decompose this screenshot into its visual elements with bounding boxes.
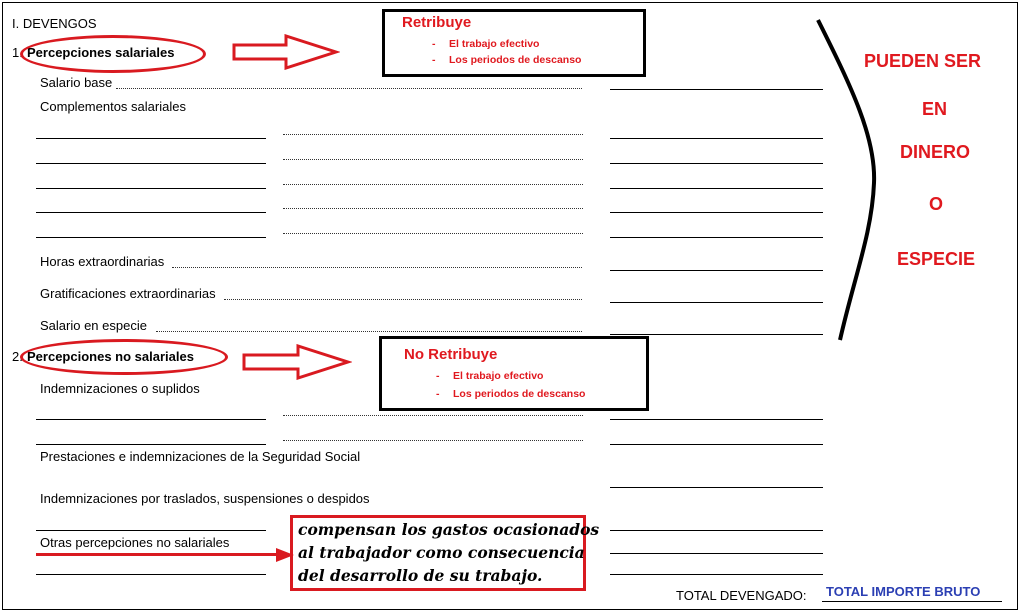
no-retribuye-item-1: El trabajo efectivo: [453, 370, 544, 382]
dotted-leader: [283, 440, 583, 441]
total-line: [822, 601, 1002, 602]
total-value: TOTAL IMPORTE BRUTO: [826, 584, 981, 599]
total-devengado-label: TOTAL DEVENGADO:: [676, 588, 807, 603]
note-line-2: al trabajador como consecuencia: [298, 543, 585, 562]
side-note-line-5: ESPECIE: [897, 249, 976, 269]
gratificaciones-label: Gratificaciones extraordinarias: [40, 286, 216, 301]
amount-line: [610, 530, 823, 531]
side-note-line-1: PUEDEN SER: [864, 51, 982, 71]
amount-line: [610, 574, 823, 575]
arrow-right-icon: [242, 344, 352, 380]
traslados-label: Indemnizaciones por traslados, suspensiones o despidos: [40, 491, 370, 506]
side-note-line-4: O: [929, 194, 944, 214]
amount-line: [610, 188, 823, 189]
dotted-leader: [283, 159, 583, 160]
concept-line: [36, 138, 266, 139]
red-arrow-line: [36, 553, 280, 556]
amount-line: [610, 302, 823, 303]
dotted-leader: [283, 233, 583, 234]
amount-line: [610, 270, 823, 271]
dotted-leader: [116, 88, 582, 89]
retribuye-item-1: El trabajo efectivo: [449, 38, 540, 50]
dotted-leader: [283, 415, 583, 416]
no-retribuye-title: No Retribuye: [404, 346, 498, 363]
arrow-right-icon: [232, 34, 340, 70]
amount-line: [610, 89, 823, 90]
concept-line: [36, 212, 266, 213]
dotted-leader: [283, 134, 583, 135]
salario-base-label: Salario base: [40, 75, 113, 90]
amount-line: [610, 163, 823, 164]
amount-line: [610, 138, 823, 139]
highlight-ellipse-salariales: [20, 35, 206, 73]
concept-line: [36, 574, 266, 575]
prestaciones-label: Prestaciones e indemnizaciones de la Seguridad Social: [40, 449, 361, 464]
dotted-leader: [283, 208, 583, 209]
concept-line: [36, 530, 266, 531]
section-title: I. DEVENGOS: [12, 16, 97, 31]
retribuye-bullet-1: -: [432, 38, 436, 50]
section-2-number: 2.: [12, 349, 23, 364]
dotted-leader: [172, 267, 582, 268]
salario-especie-label: Salario en especie: [40, 318, 147, 333]
amount-line: [610, 487, 823, 488]
dotted-leader: [224, 299, 582, 300]
complementos-label: Complementos salariales: [40, 99, 186, 114]
side-note-line-3: DINERO: [900, 142, 971, 162]
retribuye-bullet-2: -: [432, 54, 436, 66]
amount-line: [610, 419, 823, 420]
amount-line: [610, 553, 823, 554]
concept-line: [36, 163, 266, 164]
no-retribuye-item-2: Los periodos de descanso: [453, 388, 586, 400]
concept-line: [36, 419, 266, 420]
percepciones-salariales-label: Percepciones salariales: [27, 45, 175, 60]
otras-percepciones-label: Otras percepciones no salariales: [40, 535, 230, 550]
percepciones-no-salariales-label: Percepciones no salariales: [27, 349, 194, 364]
dotted-leader: [156, 331, 582, 332]
no-retribuye-bullet-2: -: [436, 388, 440, 400]
note-line-3: del desarrollo de su trabajo.: [298, 566, 543, 585]
section-1-number: 1.: [12, 45, 23, 60]
concept-line: [36, 237, 266, 238]
amount-line: [610, 334, 823, 335]
amount-line: [610, 444, 823, 445]
retribuye-title: Retribuye: [402, 14, 472, 31]
concept-line: [36, 444, 266, 445]
highlight-ellipse-no-salariales: [20, 339, 228, 375]
concept-line: [36, 188, 266, 189]
indemnizaciones-label: Indemnizaciones o suplidos: [40, 381, 200, 396]
dotted-leader: [283, 184, 583, 185]
no-retribuye-bullet-1: -: [436, 370, 440, 382]
side-note-line-2: EN: [922, 99, 948, 119]
horas-extra-label: Horas extraordinarias: [40, 254, 165, 269]
amount-line: [610, 212, 823, 213]
note-line-1: compensan los gastos ocasionados: [298, 520, 600, 539]
retribuye-item-2: Los periodos de descanso: [449, 54, 582, 66]
amount-line: [610, 237, 823, 238]
